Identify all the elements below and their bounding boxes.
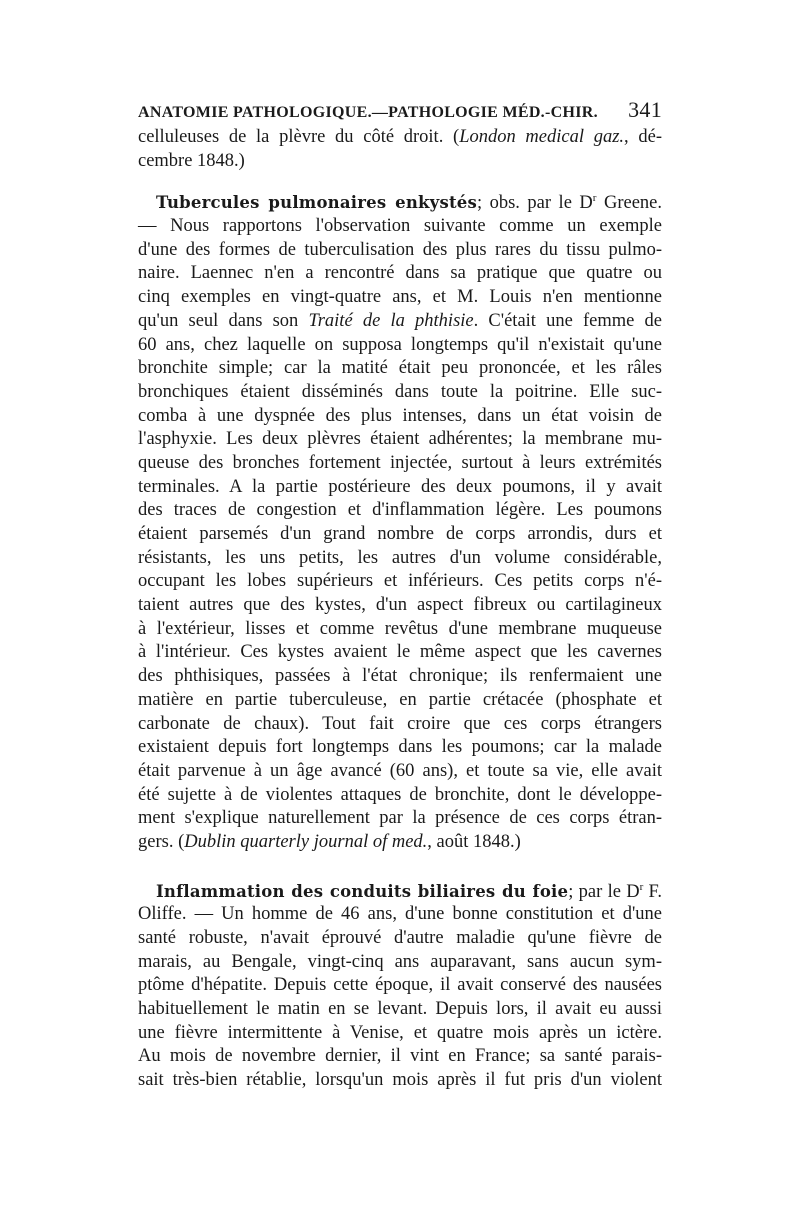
- text-line: habituellement le matin en se levant. Depuis lors, il avait eu aussi: [138, 999, 662, 1020]
- text-line: Au mois de novembre dernier, il vint en France; sa santé parais-: [138, 1046, 662, 1067]
- text-line: étaient parsemés d'un grand nombre de corps arrondis, durs et: [138, 524, 662, 544]
- text-line: carbonate de chaux). Tout fait croire que ces corps étrangers: [138, 713, 662, 734]
- text-line: terminales. A la partie postérieure des deux poumons, il y avait: [138, 476, 662, 497]
- text-line: qu'un seul dans son Traité de la phthisie. C'était une femme de: [138, 310, 662, 331]
- running-title: ANATOMIE PATHOLOGIQUE.—PATHOLOGIE MÉD.-CHIR.: [138, 104, 598, 121]
- text-line: comba à une dyspnée des plus intenses, dans un état voisin de: [138, 405, 662, 426]
- text-line: queuse des bronches fortement injectée, surtout à leurs extrémités: [138, 452, 662, 473]
- article-title: Tubercules pulmonaires enkystés: [156, 193, 477, 213]
- body-text: [138, 126, 662, 1093]
- text-line: bronchiques étaient disséminés dans toute la poitrine. Elle suc-: [138, 381, 662, 402]
- text-line: été sujette à de violentes attaques de bronchite, dont le développe-: [138, 784, 662, 805]
- source-citation: Dublin quarterly journal of med.: [184, 831, 428, 852]
- text-line: santé robuste, n'avait éprouvé d'autre maladie qu'une fièvre de: [138, 928, 662, 948]
- text-line: résistants, les uns petits, les autres d'un volume considérable,: [138, 547, 662, 568]
- text-line: à l'intérieur. Ces kystes avaient le même aspect que les cavernes: [138, 642, 662, 663]
- page-number: 341: [628, 97, 662, 122]
- text-line: marais, au Bengale, vingt-cinq ans auparavant, sans aucun sym-: [138, 951, 662, 972]
- text-line: 60 ans, chez laquelle on supposa longtemps qu'il n'existait qu'une: [138, 334, 662, 355]
- text-line: ment s'explique naturellement par la présence de ces corps étran-: [138, 808, 662, 829]
- running-head: [138, 97, 662, 127]
- text-line: une fièvre intermittente à Venise, et quatre mois après un ictère.: [138, 1022, 662, 1043]
- text-line: ptôme d'hépatite. Depuis cette époque, il avait conservé des nausées: [138, 975, 662, 996]
- article-title: Inflammation des conduits biliaires du foie: [156, 881, 569, 901]
- paragraph-gap: [138, 173, 662, 191]
- text-line: matière en partie tuberculeuse, en partie crétacée (phosphate et: [138, 689, 662, 710]
- text-line: sait très-bien rétablie, lorsqu'un mois après il fut pris d'un violent: [138, 1070, 662, 1091]
- text-line: existaient depuis fort longtemps dans les poumons; car la malade: [138, 737, 662, 758]
- text-line: naire. Laennec n'en a rencontré dans sa pratique que quatre ou: [138, 263, 662, 284]
- text-line: — Nous rapportons l'observation suivante comme un exemple: [138, 216, 662, 237]
- text-line: gers. (Dublin quarterly journal of med., août 1848.): [138, 831, 521, 852]
- text-line: occupant les lobes supérieurs et inférieurs. Ces petits corps n'é-: [138, 571, 662, 592]
- article-heading-line: Tubercules pulmonaires enkystés; obs. par le $D^r$ Greene.: [156, 192, 662, 214]
- cited-work: Traité de la phthisie: [308, 310, 474, 331]
- text-line: cinq exemples en vingt-quatre ans, et M. Louis n'en mentionne: [138, 287, 662, 308]
- source-citation: London medical gaz.: [459, 127, 625, 147]
- text-line: celluleuses de la plèvre du côté droit. (London medical gaz., dé-: [138, 127, 662, 147]
- text-line: des traces de congestion et d'inflammation légère. Les poumons: [138, 500, 662, 521]
- article-heading-line: Inflammation des conduits biliaires du foie; par le $D^r$ F.: [156, 880, 662, 902]
- text-line: taient autres que des kystes, d'un aspect fibreux ou cartilagineux: [138, 595, 662, 616]
- text-line: était parvenue à un âge avancé (60 ans), et toute sa vie, elle avait: [138, 760, 662, 781]
- text-line: à l'extérieur, lisses et comme revêtus d'une membrane muqueuse: [138, 618, 662, 639]
- text-line: des phthisiques, passées à l'état chronique; ils renfermaient une: [138, 666, 662, 687]
- paragraph-gap: [138, 855, 662, 880]
- text-line: cembre 1848.): [138, 150, 245, 171]
- text-line: bronchite simple; car la matité était peu prononcée, et les râles: [138, 358, 662, 379]
- text-line: l'asphyxie. Les deux plèvres étaient adhérentes; la membrane mu-: [138, 429, 662, 450]
- text-line: d'une des formes de tuberculisation des plus rares du tissu pulmo-: [138, 239, 662, 260]
- text-line: Oliffe. — Un homme de 46 ans, d'une bonne constitution et d'une: [138, 904, 662, 925]
